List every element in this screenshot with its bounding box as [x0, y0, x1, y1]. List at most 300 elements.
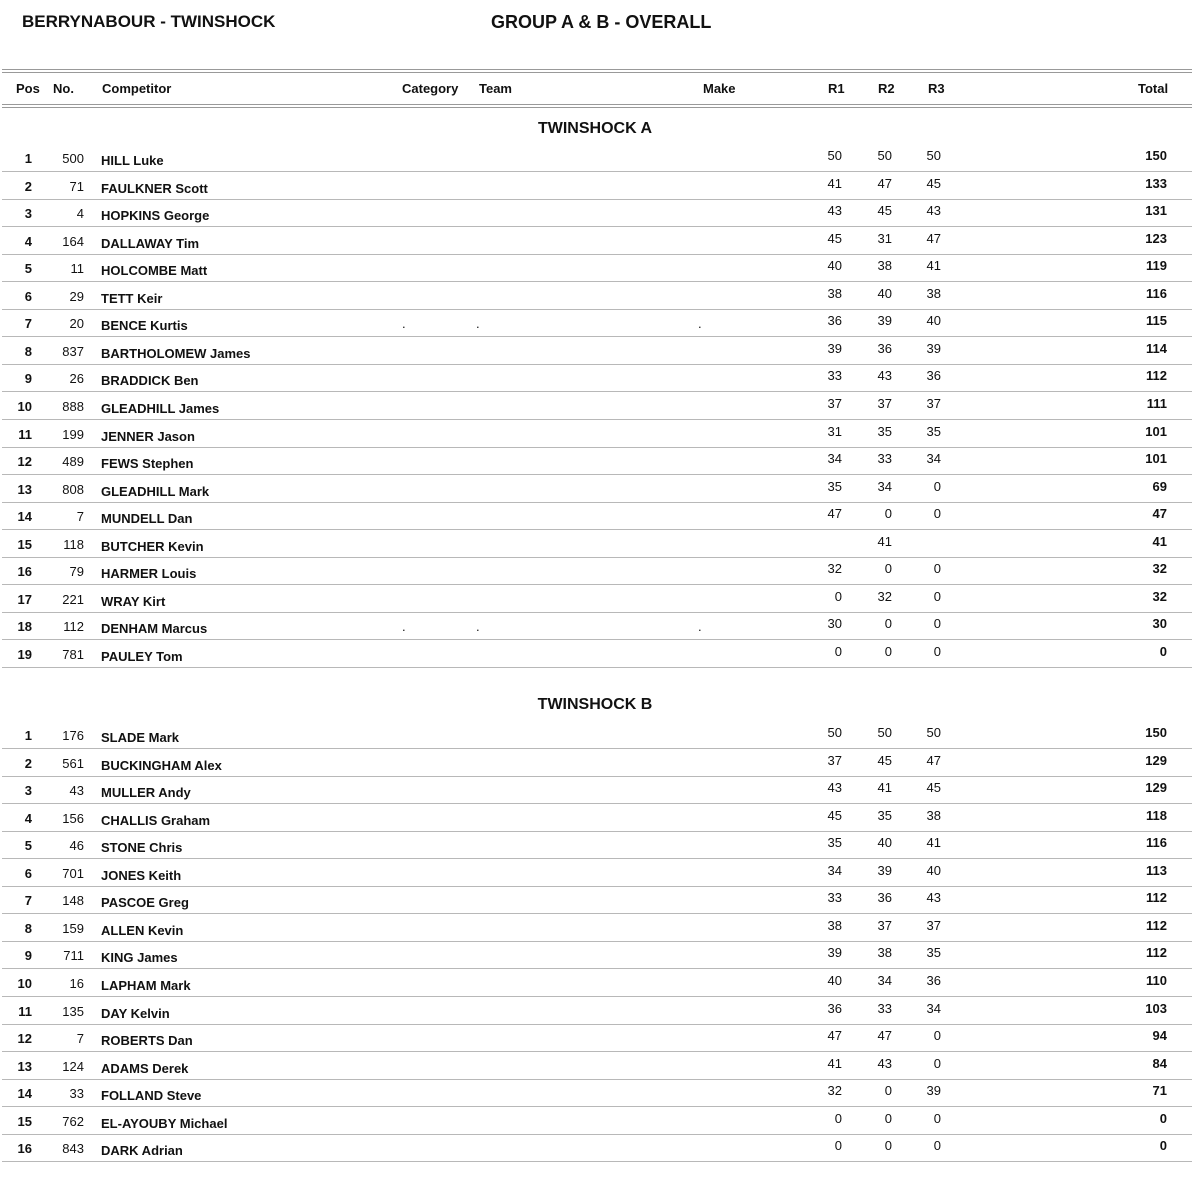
- position-cell: 9: [24, 371, 32, 387]
- total-score-cell: 101: [1145, 423, 1167, 439]
- rider-number-cell: 176: [62, 728, 84, 743]
- table-row: [2, 997, 1192, 1025]
- round-1-score-cell: 0: [834, 1110, 842, 1126]
- table-row: [2, 1134, 1192, 1162]
- round-2-score-cell: 0: [884, 643, 892, 659]
- round-1-score-cell: 40: [827, 972, 842, 988]
- round-3-score-cell: 50: [926, 148, 941, 163]
- round-3-score-cell: 35: [926, 423, 941, 439]
- competitor-name-cell: FAULKNER Scott: [101, 180, 208, 196]
- rider-number-cell: 837: [62, 343, 84, 359]
- col-header-no: No.: [53, 81, 74, 96]
- table-row: [2, 420, 1192, 448]
- position-cell: 11: [18, 426, 32, 442]
- round-3-score-cell: 34: [926, 451, 941, 467]
- position-cell: 2: [24, 178, 32, 194]
- round-1-score-cell: [812, 533, 842, 551]
- round-2-score-cell: 47: [877, 1028, 892, 1044]
- round-3-score-cell: 47: [926, 752, 941, 768]
- table-row: [2, 392, 1192, 420]
- table-row: [2, 199, 1192, 227]
- rider-number-cell: 11: [70, 261, 84, 277]
- round-3-score-cell: 38: [926, 285, 941, 301]
- total-score-cell: 131: [1145, 203, 1167, 219]
- rider-number-cell: 199: [62, 426, 84, 442]
- rider-number-cell: 164: [62, 233, 84, 249]
- round-3-score-cell: 37: [926, 917, 941, 933]
- category-cell: .: [402, 316, 406, 332]
- round-2-score-cell: 41: [877, 780, 892, 796]
- round-2-score-cell: 36: [877, 890, 892, 906]
- table-row: [2, 886, 1192, 914]
- round-1-score-cell: 39: [827, 945, 842, 961]
- round-3-score-cell: 43: [926, 203, 941, 219]
- make-cell: .: [698, 619, 702, 635]
- rider-number-cell: 808: [62, 481, 84, 497]
- competitor-name-cell: GLEADHILL Mark: [101, 483, 210, 499]
- round-3-score-cell: 41: [926, 835, 941, 851]
- table-row: [2, 831, 1192, 859]
- position-cell: 12: [17, 454, 32, 470]
- position-cell: 17: [17, 591, 32, 607]
- total-score-cell: 114: [1146, 340, 1167, 356]
- total-score-cell: 84: [1152, 1055, 1167, 1071]
- make-cell: .: [698, 316, 702, 332]
- total-score-cell: 94: [1152, 1028, 1167, 1044]
- round-3-score-cell: 0: [933, 478, 941, 494]
- round-1-score-cell: 36: [827, 1000, 842, 1016]
- total-score-cell: 129: [1145, 752, 1167, 768]
- round-1-score-cell: 0: [834, 1138, 842, 1154]
- round-2-score-cell: 0: [884, 506, 892, 522]
- round-3-score-cell: 40: [926, 313, 941, 329]
- round-3-score-cell: 37: [926, 395, 941, 411]
- table-row: [2, 364, 1192, 392]
- position-cell: 7: [24, 316, 32, 332]
- competitor-name-cell: LAPHAM Mark: [101, 977, 191, 993]
- round-1-score-cell: 33: [827, 368, 842, 384]
- round-2-score-cell: 33: [877, 451, 892, 467]
- round-3-score-cell: 0: [933, 643, 941, 659]
- position-cell: 6: [24, 865, 32, 881]
- table-row: [2, 1107, 1192, 1135]
- rider-number-cell: 46: [69, 838, 84, 854]
- competitor-name-cell: SLADE Mark: [101, 730, 180, 745]
- competitor-name-cell: ROBERTS Dan: [101, 1033, 193, 1049]
- position-cell: 19: [17, 646, 32, 662]
- round-3-score-cell: 45: [926, 175, 941, 191]
- col-header-competitor: Competitor: [102, 81, 172, 96]
- competitor-name-cell: EL-AYOUBY Michael: [101, 1115, 228, 1131]
- total-score-cell: 32: [1152, 561, 1167, 577]
- round-2-score-cell: 41: [877, 533, 892, 549]
- table-row: [2, 1079, 1192, 1107]
- round-2-score-cell: 0: [884, 1138, 892, 1154]
- event-title: BERRYNABOUR - TWINSHOCK: [22, 12, 276, 31]
- rider-number-cell: 159: [62, 920, 84, 936]
- position-cell: 3: [24, 206, 32, 222]
- competitor-name-cell: KING James: [101, 950, 178, 966]
- table-row: [2, 640, 1192, 668]
- table-row: [2, 309, 1192, 337]
- position-cell: 16: [17, 564, 32, 580]
- round-1-score-cell: 34: [827, 862, 842, 878]
- table-row: [2, 1024, 1192, 1052]
- position-cell: 18: [17, 619, 32, 635]
- rider-number-cell: 20: [69, 316, 84, 332]
- competitor-name-cell: FOLLAND Steve: [101, 1088, 202, 1104]
- header-rule-top: [2, 69, 1192, 73]
- group-title: TWINSHOCK A: [537, 120, 653, 137]
- total-score-cell: 113: [1146, 862, 1167, 878]
- competitor-name-cell: TETT Keir: [101, 290, 163, 306]
- table-row: [2, 1052, 1192, 1080]
- position-cell: 16: [17, 1141, 32, 1157]
- round-1-score-cell: 43: [827, 203, 842, 219]
- table-row: [2, 227, 1192, 255]
- position-cell: 4: [24, 810, 32, 826]
- round-1-score-cell: 45: [827, 807, 842, 823]
- round-2-score-cell: 37: [877, 395, 892, 411]
- round-2-score-cell: 0: [884, 1110, 892, 1126]
- competitor-name-cell: PAULEY Tom: [101, 648, 183, 664]
- round-3-score-cell: 45: [926, 780, 941, 796]
- total-score-cell: 112: [1146, 945, 1167, 961]
- round-2-score-cell: 38: [877, 258, 892, 274]
- competitor-name-cell: FEWS Stephen: [101, 456, 194, 472]
- position-cell: 1: [24, 728, 32, 743]
- round-3-score-cell: 43: [926, 890, 941, 906]
- round-1-score-cell: 39: [827, 340, 842, 356]
- total-score-cell: 133: [1145, 175, 1167, 191]
- round-3-score-cell: 36: [926, 368, 941, 384]
- competitor-name-cell: BARTHOLOMEW James: [101, 345, 251, 361]
- competitor-name-cell: BUTCHER Kevin: [101, 538, 204, 554]
- round-3-score-cell: 34: [926, 1000, 941, 1016]
- total-score-cell: 41: [1152, 533, 1167, 549]
- round-1-score-cell: 50: [827, 148, 842, 163]
- round-1-score-cell: 50: [827, 725, 842, 740]
- table-row: [2, 282, 1192, 310]
- total-score-cell: 30: [1152, 616, 1167, 632]
- round-3-score-cell: 47: [926, 230, 941, 246]
- round-2-score-cell: 43: [877, 368, 892, 384]
- round-2-score-cell: 40: [877, 285, 892, 301]
- round-2-score-cell: 36: [877, 340, 892, 356]
- position-cell: 12: [17, 1031, 32, 1047]
- position-cell: 10: [17, 398, 32, 414]
- round-2-score-cell: 34: [877, 478, 892, 494]
- category-cell: .: [402, 619, 406, 635]
- competitor-name-cell: BUCKINGHAM Alex: [101, 757, 222, 773]
- position-cell: 14: [17, 509, 32, 525]
- rider-number-cell: 500: [62, 151, 84, 166]
- rider-number-cell: 888: [62, 398, 84, 414]
- total-score-cell: 0: [1159, 1110, 1167, 1126]
- total-score-cell: 71: [1152, 1083, 1167, 1099]
- round-3-score-cell: 35: [926, 945, 941, 961]
- competitor-name-cell: STONE Chris: [101, 840, 183, 856]
- position-cell: 10: [17, 975, 32, 991]
- round-3-score-cell: 0: [933, 588, 941, 604]
- rider-number-cell: 221: [62, 591, 84, 607]
- total-score-cell: 116: [1146, 285, 1167, 301]
- table-row: [2, 447, 1192, 475]
- round-1-score-cell: 33: [827, 890, 842, 906]
- competitor-name-cell: JONES Keith: [101, 867, 182, 883]
- table-row: [2, 612, 1192, 640]
- table-row: [2, 172, 1192, 200]
- competitor-name-cell: HOPKINS George: [101, 208, 210, 224]
- col-header-r3: R3: [928, 81, 945, 96]
- page-title: GROUP A & B - OVERALL: [491, 12, 712, 32]
- position-cell: 13: [17, 481, 32, 497]
- competitor-name-cell: DALLAWAY Tim: [101, 235, 200, 251]
- round-3-score-cell: 50: [926, 725, 941, 740]
- position-cell: 8: [24, 343, 32, 359]
- col-header-make: Make: [703, 81, 736, 96]
- rider-number-cell: 118: [63, 536, 84, 552]
- round-2-score-cell: 35: [877, 423, 892, 439]
- round-2-score-cell: 34: [877, 972, 892, 988]
- round-3-score-cell: [911, 533, 941, 551]
- round-1-score-cell: 38: [827, 917, 842, 933]
- table-row: [2, 502, 1192, 530]
- round-1-score-cell: 32: [827, 561, 842, 577]
- col-header-category: Category: [402, 81, 459, 96]
- total-score-cell: 112: [1146, 917, 1167, 933]
- round-1-score-cell: 41: [827, 1055, 842, 1071]
- round-3-score-cell: 0: [933, 506, 941, 522]
- round-2-score-cell: 50: [877, 725, 892, 740]
- table-row: [2, 585, 1192, 613]
- total-score-cell: 47: [1152, 506, 1167, 522]
- total-score-cell: 112: [1146, 368, 1167, 384]
- competitor-name-cell: GLEADHILL James: [101, 400, 220, 416]
- position-cell: 3: [24, 783, 32, 799]
- table-row: [2, 475, 1192, 503]
- round-1-score-cell: 47: [827, 1028, 842, 1044]
- rider-number-cell: 561: [62, 755, 84, 771]
- total-score-cell: 0: [1159, 1138, 1167, 1154]
- rider-number-cell: 781: [62, 646, 84, 662]
- table-row: [2, 804, 1192, 832]
- round-3-score-cell: 41: [926, 258, 941, 274]
- round-2-score-cell: 35: [877, 807, 892, 823]
- rider-number-cell: 156: [62, 810, 84, 826]
- table-row: [2, 530, 1192, 558]
- round-2-score-cell: 45: [877, 752, 892, 768]
- position-cell: 4: [24, 233, 32, 249]
- round-2-score-cell: 0: [884, 1083, 892, 1099]
- round-1-score-cell: 0: [834, 643, 842, 659]
- competitor-name-cell: JENNER Jason: [101, 428, 195, 444]
- total-score-cell: 119: [1146, 258, 1167, 274]
- header-rule-bottom: [2, 104, 1192, 108]
- round-2-score-cell: 50: [877, 148, 892, 163]
- round-1-score-cell: 30: [827, 616, 842, 632]
- round-1-score-cell: 0: [834, 588, 842, 604]
- competitor-name-cell: BRADDICK Ben: [101, 373, 199, 389]
- total-score-cell: 110: [1146, 972, 1167, 988]
- rider-number-cell: 26: [69, 371, 84, 387]
- rider-number-cell: 29: [69, 288, 84, 304]
- competitor-name-cell: MULLER Andy: [101, 785, 191, 801]
- total-score-cell: 150: [1145, 725, 1167, 740]
- table-row: [2, 749, 1192, 777]
- total-score-cell: 116: [1146, 835, 1167, 851]
- rider-number-cell: 112: [63, 619, 84, 635]
- round-2-score-cell: 0: [884, 616, 892, 632]
- round-3-score-cell: 39: [926, 1083, 941, 1099]
- total-score-cell: 112: [1146, 890, 1167, 906]
- competitor-name-cell: MUNDELL Dan: [101, 511, 193, 527]
- round-2-score-cell: 31: [877, 230, 892, 246]
- round-1-score-cell: 36: [827, 313, 842, 329]
- competitor-name-cell: PASCOE Greg: [101, 895, 189, 911]
- total-score-cell: 129: [1145, 780, 1167, 796]
- competitor-name-cell: ADAMS Derek: [101, 1060, 189, 1076]
- competitor-name-cell: CHALLIS Graham: [101, 812, 211, 828]
- rider-number-cell: 135: [62, 1003, 84, 1019]
- round-1-score-cell: 37: [827, 395, 842, 411]
- round-1-score-cell: 40: [827, 258, 842, 274]
- rider-number-cell: 762: [62, 1113, 84, 1129]
- round-1-score-cell: 35: [827, 835, 842, 851]
- round-1-score-cell: 31: [827, 423, 842, 439]
- table-row: [2, 144, 1192, 172]
- total-score-cell: 32: [1152, 588, 1167, 604]
- competitor-name-cell: DARK Adrian: [101, 1143, 183, 1159]
- round-2-score-cell: 39: [877, 862, 892, 878]
- team-cell: .: [476, 619, 480, 635]
- rider-number-cell: 489: [62, 454, 84, 470]
- round-2-score-cell: 39: [877, 313, 892, 329]
- round-2-score-cell: 47: [877, 175, 892, 191]
- round-3-score-cell: 0: [933, 1055, 941, 1071]
- round-1-score-cell: 38: [827, 285, 842, 301]
- total-score-cell: 111: [1146, 395, 1167, 411]
- position-cell: 1: [24, 151, 32, 166]
- total-score-cell: 101: [1145, 451, 1167, 467]
- total-score-cell: 0: [1159, 643, 1167, 659]
- round-1-score-cell: 43: [827, 780, 842, 796]
- position-cell: 13: [17, 1058, 32, 1074]
- position-cell: 15: [17, 536, 32, 552]
- round-1-score-cell: 35: [827, 478, 842, 494]
- round-3-score-cell: 0: [933, 561, 941, 577]
- position-cell: 9: [24, 948, 32, 964]
- position-cell: 6: [24, 288, 32, 304]
- round-1-score-cell: 34: [827, 451, 842, 467]
- competitor-name-cell: WRAY Kirt: [101, 593, 166, 609]
- round-3-score-cell: 39: [926, 340, 941, 356]
- rider-number-cell: 33: [69, 1086, 84, 1102]
- round-2-score-cell: 32: [877, 588, 892, 604]
- round-2-score-cell: 45: [877, 203, 892, 219]
- table-row: [2, 914, 1192, 942]
- competitor-name-cell: BENCE Kurtis: [101, 318, 188, 334]
- round-3-score-cell: 0: [933, 616, 941, 632]
- round-3-score-cell: 0: [933, 1028, 941, 1044]
- table-row: [2, 776, 1192, 804]
- total-score-cell: 123: [1145, 230, 1167, 246]
- round-1-score-cell: 45: [827, 230, 842, 246]
- round-3-score-cell: 36: [926, 972, 941, 988]
- rider-number-cell: 7: [76, 1031, 84, 1047]
- round-2-score-cell: 33: [877, 1000, 892, 1016]
- competitor-name-cell: DAY Kelvin: [101, 1005, 170, 1021]
- col-header-r2: R2: [878, 81, 895, 96]
- position-cell: 14: [17, 1086, 32, 1102]
- rider-number-cell: 148: [62, 893, 84, 909]
- total-score-cell: 115: [1146, 313, 1167, 329]
- rider-number-cell: 843: [62, 1141, 84, 1157]
- total-score-cell: 103: [1145, 1000, 1167, 1016]
- table-row: [2, 254, 1192, 282]
- table-row: [2, 337, 1192, 365]
- round-2-score-cell: 40: [877, 835, 892, 851]
- rider-number-cell: 16: [69, 975, 84, 991]
- total-score-cell: 69: [1152, 478, 1167, 494]
- competitor-name-cell: DENHAM Marcus: [101, 621, 208, 637]
- round-1-score-cell: 32: [827, 1083, 842, 1099]
- competitor-name-cell: ALLEN Kevin: [101, 922, 184, 938]
- rider-number-cell: 43: [69, 783, 84, 799]
- rider-number-cell: 79: [69, 564, 84, 580]
- table-row: [2, 721, 1192, 749]
- round-1-score-cell: 47: [827, 506, 842, 522]
- round-3-score-cell: 38: [926, 807, 941, 823]
- position-cell: 2: [24, 755, 32, 771]
- round-1-score-cell: 37: [827, 752, 842, 768]
- rider-number-cell: 71: [69, 178, 84, 194]
- round-3-score-cell: 0: [933, 1110, 941, 1126]
- competitor-name-cell: HOLCOMBE Matt: [101, 263, 208, 279]
- group-title: TWINSHOCK B: [537, 696, 653, 713]
- col-header-r1: R1: [828, 81, 845, 96]
- round-2-score-cell: 0: [884, 561, 892, 577]
- col-header-total: Total: [1138, 81, 1169, 96]
- rider-number-cell: 124: [62, 1058, 84, 1074]
- position-cell: 8: [24, 920, 32, 936]
- position-cell: 11: [18, 1003, 32, 1019]
- rider-number-cell: 711: [63, 948, 84, 964]
- total-score-cell: 118: [1146, 807, 1167, 823]
- position-cell: 7: [24, 893, 32, 909]
- team-cell: .: [476, 316, 480, 332]
- position-cell: 15: [17, 1113, 32, 1129]
- rider-number-cell: 7: [76, 509, 84, 525]
- table-row: [2, 557, 1192, 585]
- col-header-team: Team: [479, 81, 512, 96]
- col-header-pos: Pos: [16, 81, 40, 96]
- round-3-score-cell: 40: [926, 862, 941, 878]
- round-3-score-cell: 0: [933, 1138, 941, 1154]
- position-cell: 5: [24, 838, 32, 854]
- competitor-name-cell: HILL Luke: [101, 153, 164, 168]
- table-row: [2, 859, 1192, 887]
- round-1-score-cell: 41: [827, 175, 842, 191]
- round-2-score-cell: 37: [877, 917, 892, 933]
- round-2-score-cell: 43: [877, 1055, 892, 1071]
- competitor-name-cell: HARMER Louis: [101, 566, 197, 582]
- position-cell: 5: [24, 261, 32, 277]
- table-row: [2, 941, 1192, 969]
- total-score-cell: 150: [1145, 148, 1167, 163]
- round-2-score-cell: 38: [877, 945, 892, 961]
- rider-number-cell: 4: [76, 206, 84, 222]
